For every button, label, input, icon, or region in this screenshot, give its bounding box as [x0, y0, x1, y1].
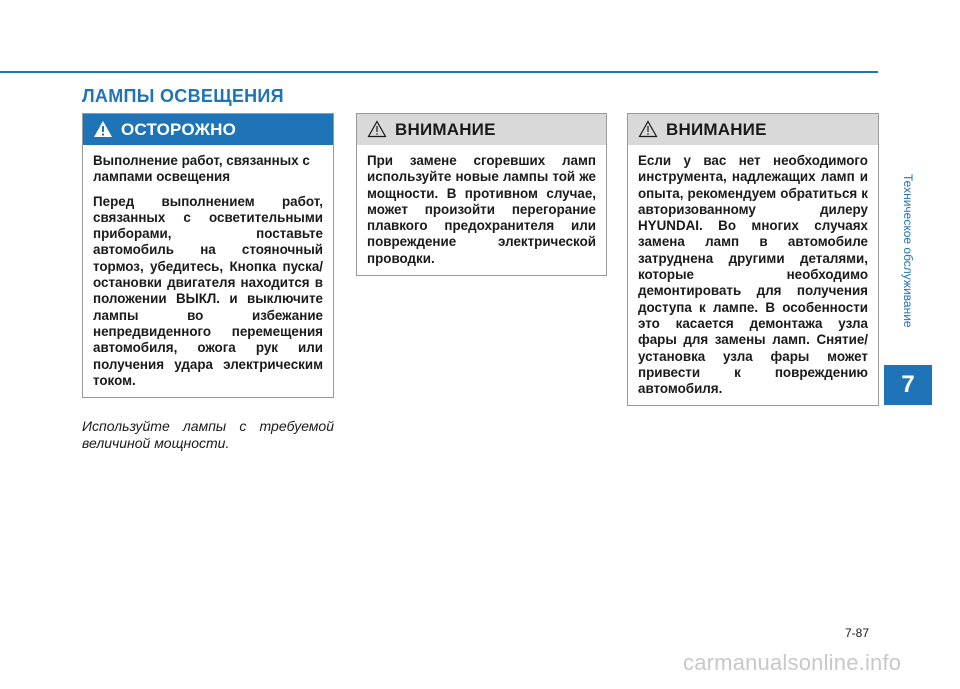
- notice-body-1: [357, 145, 606, 275]
- caution-box: [82, 113, 334, 398]
- notice-box-2: [627, 113, 879, 406]
- warning-triangle-filled-icon: [93, 120, 115, 140]
- notice-paragraph-1: При замене сгоревших ламп используйте новые лампы той же мощности. В противном случае, может произойти перегорание плавкого предохранителя или повреждение электрической проводки.: [367, 153, 596, 266]
- watermark: carmanualsonline.info: [683, 650, 902, 675]
- notice-paragraph-2: Если у вас нет необходимого инструмента, надлежащих ламп и опыта, рекомендуем обратиться к авторизованному дилеру HYUNDAI. Во многих случаях замена ламп в автомобиле затруднена другими деталями, которые необходимо демонтировать для получения доступа к лампе. В особенности это касается демонтажа узла фары для замены ламп. Снятие/установка узла фары может привести к повреждению автомобиля.: [638, 153, 868, 397]
- page-number: 7-87: [845, 626, 870, 640]
- top-rule: [0, 71, 878, 73]
- notice-header-2: [628, 114, 878, 145]
- chapter-tab[interactable]: 7: [884, 365, 932, 405]
- notice-body-2: [628, 145, 878, 405]
- warning-triangle-outline-icon: [367, 120, 389, 140]
- caution-paragraph-1: Выполнение работ, связанных с лампами освещения: [93, 153, 310, 185]
- italic-note: Используйте лампы с требуемой величиной мощности.: [82, 418, 334, 451]
- warning-triangle-outline-icon: [638, 120, 660, 140]
- notice-header-1: [357, 114, 606, 145]
- caution-header: [83, 114, 333, 145]
- caution-body: [83, 145, 333, 397]
- caution-title: ОСТОРОЖНО: [121, 119, 237, 139]
- notice-box-1: [356, 113, 607, 276]
- section-title: ЛАМПЫ ОСВЕЩЕНИЯ: [82, 86, 284, 106]
- notice-title-2: ВНИМАНИЕ: [666, 119, 767, 139]
- side-tab-text: Техническое обслуживание: [901, 174, 915, 328]
- notice-title-1: ВНИМАНИЕ: [395, 119, 496, 139]
- caution-paragraph-2: Перед выполнением работ, связанных с осветительными приборами, поставьте автомобиль на стояночный тормоз, убедитесь, Кнопка пуска/остановки двигателя находится в положении ВЫКЛ. и выключите лампы во избежание непредвиденного перемещения автомобиля, ожога рук или получения удара электрическим током.: [93, 193, 323, 388]
